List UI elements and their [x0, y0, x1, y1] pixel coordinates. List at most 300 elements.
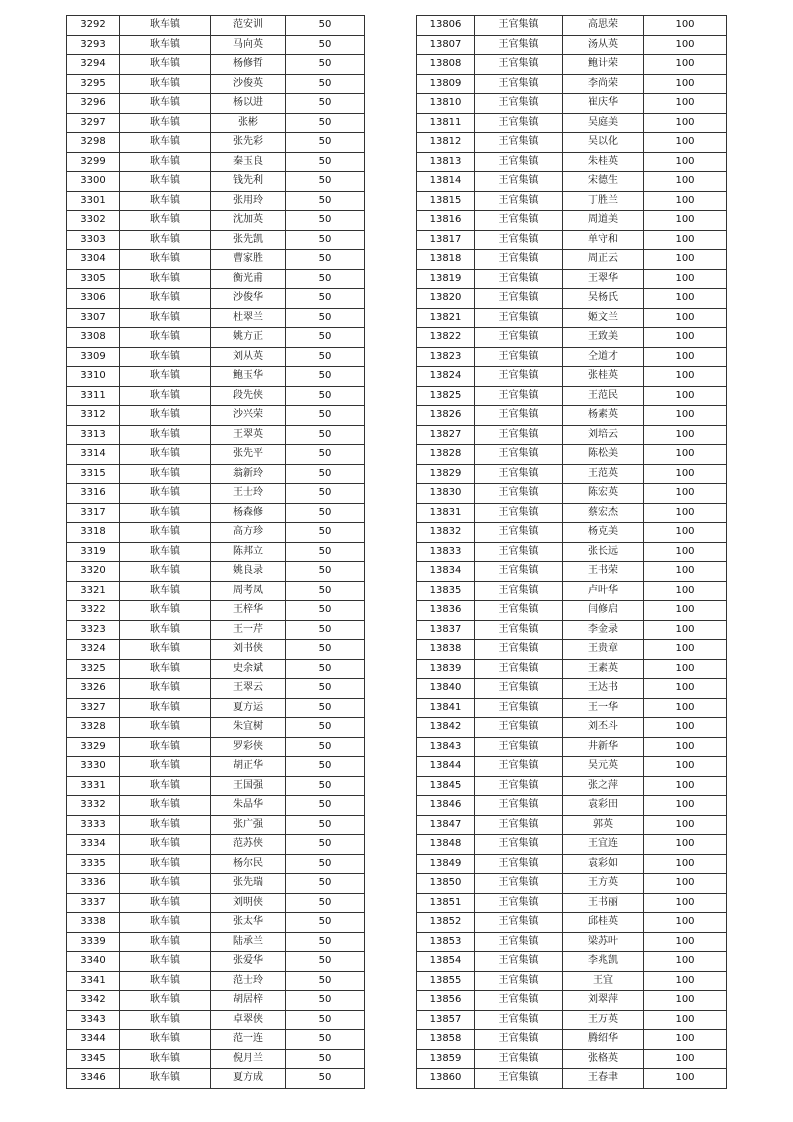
name-cell: 张之萍	[563, 776, 644, 796]
town-cell: 耿车镇	[120, 815, 211, 835]
amount-cell: 50	[286, 718, 365, 738]
name-cell: 周道美	[563, 211, 644, 231]
table-row	[67, 113, 365, 133]
amount-cell: 100	[644, 230, 727, 250]
town-cell: 王官集镇	[475, 425, 563, 445]
name-cell: 王春聿	[563, 1069, 644, 1089]
amount-cell: 50	[286, 523, 365, 543]
table-row	[67, 971, 365, 991]
amount-cell: 100	[644, 620, 727, 640]
town-cell: 耿车镇	[120, 991, 211, 1011]
name-cell: 朱桂英	[563, 152, 644, 172]
serial-number-cell: 13860	[417, 1069, 475, 1089]
town-cell: 王官集镇	[475, 1010, 563, 1030]
name-cell: 陆承兰	[211, 932, 286, 952]
amount-cell: 50	[286, 854, 365, 874]
serial-number-cell: 3342	[67, 991, 120, 1011]
amount-cell: 100	[644, 1049, 727, 1069]
amount-cell: 100	[644, 55, 727, 75]
serial-number-cell: 3317	[67, 503, 120, 523]
serial-number-cell: 13820	[417, 289, 475, 309]
table-row	[67, 757, 365, 777]
town-cell: 王官集镇	[475, 172, 563, 192]
amount-cell: 50	[286, 1030, 365, 1050]
amount-cell: 100	[644, 445, 727, 465]
town-cell: 王官集镇	[475, 874, 563, 894]
amount-cell: 100	[644, 971, 727, 991]
amount-cell: 50	[286, 113, 365, 133]
amount-cell: 50	[286, 269, 365, 289]
name-cell: 刘丕斗	[563, 718, 644, 738]
table-row	[417, 893, 727, 913]
amount-cell: 50	[286, 211, 365, 231]
town-cell: 王官集镇	[475, 484, 563, 504]
table-row	[417, 1049, 727, 1069]
town-cell: 耿车镇	[120, 601, 211, 621]
name-cell: 姚方正	[211, 328, 286, 348]
table-row	[417, 425, 727, 445]
name-cell: 李兆凯	[563, 952, 644, 972]
name-cell: 王翠华	[563, 269, 644, 289]
amount-cell: 100	[644, 796, 727, 816]
amount-cell: 50	[286, 679, 365, 699]
town-cell: 王官集镇	[475, 776, 563, 796]
town-cell: 耿车镇	[120, 347, 211, 367]
table-row	[417, 1069, 727, 1089]
serial-number-cell: 3309	[67, 347, 120, 367]
town-cell: 王官集镇	[475, 815, 563, 835]
name-cell: 杨森修	[211, 503, 286, 523]
serial-number-cell: 3320	[67, 562, 120, 582]
town-cell: 王官集镇	[475, 347, 563, 367]
name-cell: 王范民	[563, 386, 644, 406]
name-cell: 朱品华	[211, 796, 286, 816]
serial-number-cell: 3336	[67, 874, 120, 894]
serial-number-cell: 3302	[67, 211, 120, 231]
amount-cell: 100	[644, 581, 727, 601]
amount-cell: 100	[644, 874, 727, 894]
town-cell: 王官集镇	[475, 406, 563, 426]
name-cell: 刘翠萍	[563, 991, 644, 1011]
town-cell: 耿车镇	[120, 874, 211, 894]
amount-cell: 50	[286, 659, 365, 679]
table-row	[67, 523, 365, 543]
table-row	[67, 406, 365, 426]
serial-number-cell: 13845	[417, 776, 475, 796]
name-cell: 王致美	[563, 328, 644, 348]
name-cell: 邱桂英	[563, 913, 644, 933]
town-cell: 王官集镇	[475, 932, 563, 952]
serial-number-cell: 13828	[417, 445, 475, 465]
name-cell: 王士玲	[211, 484, 286, 504]
name-cell: 杨尔民	[211, 854, 286, 874]
town-cell: 耿车镇	[120, 698, 211, 718]
table-row	[67, 620, 365, 640]
table-row	[67, 932, 365, 952]
serial-number-cell: 13856	[417, 991, 475, 1011]
town-cell: 王官集镇	[475, 386, 563, 406]
serial-number-cell: 3305	[67, 269, 120, 289]
amount-cell: 50	[286, 737, 365, 757]
town-cell: 耿车镇	[120, 893, 211, 913]
town-cell: 耿车镇	[120, 620, 211, 640]
table-row	[417, 269, 727, 289]
table-row	[67, 1049, 365, 1069]
town-cell: 耿车镇	[120, 250, 211, 270]
name-cell: 张彬	[211, 113, 286, 133]
name-cell: 范安训	[211, 16, 286, 36]
serial-number-cell: 13816	[417, 211, 475, 231]
town-cell: 王官集镇	[475, 542, 563, 562]
amount-cell: 50	[286, 172, 365, 192]
town-cell: 耿车镇	[120, 386, 211, 406]
name-cell: 高思荣	[563, 16, 644, 36]
town-cell: 王官集镇	[475, 113, 563, 133]
serial-number-cell: 3313	[67, 425, 120, 445]
town-cell: 耿车镇	[120, 308, 211, 328]
table-row	[417, 932, 727, 952]
town-cell: 耿车镇	[120, 640, 211, 660]
town-cell: 王官集镇	[475, 796, 563, 816]
town-cell: 王官集镇	[475, 445, 563, 465]
name-cell: 刘明侠	[211, 893, 286, 913]
name-cell: 卢叶华	[563, 581, 644, 601]
table-row	[417, 757, 727, 777]
town-cell: 王官集镇	[475, 289, 563, 309]
town-cell: 耿车镇	[120, 94, 211, 114]
amount-cell: 50	[286, 35, 365, 55]
table-row	[417, 562, 727, 582]
amount-cell: 50	[286, 74, 365, 94]
name-cell: 杨修哲	[211, 55, 286, 75]
town-cell: 王官集镇	[475, 913, 563, 933]
name-cell: 胡居梓	[211, 991, 286, 1011]
serial-number-cell: 13810	[417, 94, 475, 114]
serial-number-cell: 13830	[417, 484, 475, 504]
town-cell: 耿车镇	[120, 35, 211, 55]
amount-cell: 100	[644, 757, 727, 777]
table-row	[67, 835, 365, 855]
serial-number-cell: 13850	[417, 874, 475, 894]
name-cell: 倪月兰	[211, 1049, 286, 1069]
amount-cell: 100	[644, 640, 727, 660]
table-row	[67, 679, 365, 699]
name-cell: 刘培云	[563, 425, 644, 445]
table-row	[67, 1010, 365, 1030]
table-row	[417, 386, 727, 406]
table-row	[67, 776, 365, 796]
serial-number-cell: 13807	[417, 35, 475, 55]
town-cell: 王官集镇	[475, 16, 563, 36]
name-cell: 张先彩	[211, 133, 286, 153]
serial-number-cell: 3308	[67, 328, 120, 348]
amount-cell: 100	[644, 347, 727, 367]
name-cell: 钱先利	[211, 172, 286, 192]
table-row	[67, 35, 365, 55]
name-cell: 鲍玉华	[211, 367, 286, 387]
table-row	[67, 893, 365, 913]
serial-number-cell: 13832	[417, 523, 475, 543]
serial-number-cell: 13826	[417, 406, 475, 426]
serial-number-cell: 13825	[417, 386, 475, 406]
table-row	[67, 445, 365, 465]
amount-cell: 100	[644, 35, 727, 55]
amount-cell: 50	[286, 1049, 365, 1069]
name-cell: 翁新玲	[211, 464, 286, 484]
table-row	[417, 620, 727, 640]
town-cell: 王官集镇	[475, 640, 563, 660]
table-row	[417, 679, 727, 699]
amount-cell: 100	[644, 269, 727, 289]
table-row	[67, 152, 365, 172]
name-cell: 蔡宏杰	[563, 503, 644, 523]
name-cell: 王梓华	[211, 601, 286, 621]
serial-number-cell: 13822	[417, 328, 475, 348]
amount-cell: 50	[286, 835, 365, 855]
amount-cell: 100	[644, 16, 727, 36]
amount-cell: 100	[644, 289, 727, 309]
serial-number-cell: 3300	[67, 172, 120, 192]
town-cell: 耿车镇	[120, 328, 211, 348]
amount-cell: 100	[644, 211, 727, 231]
table-row	[417, 367, 727, 387]
table-row	[67, 601, 365, 621]
table-row	[417, 191, 727, 211]
name-cell: 张太华	[211, 913, 286, 933]
town-cell: 耿车镇	[120, 562, 211, 582]
amount-cell: 50	[286, 250, 365, 270]
name-cell: 张先凯	[211, 230, 286, 250]
serial-number-cell: 3335	[67, 854, 120, 874]
amount-cell: 50	[286, 503, 365, 523]
amount-cell: 50	[286, 230, 365, 250]
serial-number-cell: 3334	[67, 835, 120, 855]
amount-cell: 50	[286, 932, 365, 952]
amount-cell: 100	[644, 152, 727, 172]
town-cell: 耿车镇	[120, 269, 211, 289]
name-cell: 王万英	[563, 1010, 644, 1030]
table-row	[417, 464, 727, 484]
table-row	[417, 1010, 727, 1030]
serial-number-cell: 3310	[67, 367, 120, 387]
serial-number-cell: 13834	[417, 562, 475, 582]
town-cell: 耿车镇	[120, 679, 211, 699]
town-cell: 王官集镇	[475, 991, 563, 1011]
name-cell: 杜翠兰	[211, 308, 286, 328]
name-cell: 仝道才	[563, 347, 644, 367]
town-cell: 王官集镇	[475, 523, 563, 543]
town-cell: 王官集镇	[475, 620, 563, 640]
name-cell: 井新华	[563, 737, 644, 757]
amount-cell: 100	[644, 679, 727, 699]
table-row	[417, 737, 727, 757]
town-cell: 王官集镇	[475, 230, 563, 250]
table-row	[417, 406, 727, 426]
name-cell: 王翠英	[211, 425, 286, 445]
serial-number-cell: 13854	[417, 952, 475, 972]
serial-number-cell: 3340	[67, 952, 120, 972]
roster-table-right	[416, 15, 727, 1089]
name-cell: 袁彩如	[563, 854, 644, 874]
amount-cell: 100	[644, 406, 727, 426]
name-cell: 陈松美	[563, 445, 644, 465]
town-cell: 耿车镇	[120, 581, 211, 601]
town-cell: 王官集镇	[475, 250, 563, 270]
table-row	[417, 445, 727, 465]
table-row	[417, 796, 727, 816]
serial-number-cell: 3298	[67, 133, 120, 153]
serial-number-cell: 3325	[67, 659, 120, 679]
town-cell: 耿车镇	[120, 367, 211, 387]
town-cell: 王官集镇	[475, 152, 563, 172]
town-cell: 王官集镇	[475, 718, 563, 738]
serial-number-cell: 13837	[417, 620, 475, 640]
town-cell: 耿车镇	[120, 971, 211, 991]
town-cell: 王官集镇	[475, 562, 563, 582]
name-cell: 崔庆华	[563, 94, 644, 114]
table-row	[417, 991, 727, 1011]
amount-cell: 50	[286, 445, 365, 465]
name-cell: 吴杨氏	[563, 289, 644, 309]
name-cell: 范一连	[211, 1030, 286, 1050]
table-row	[417, 250, 727, 270]
name-cell: 单守和	[563, 230, 644, 250]
town-cell: 耿车镇	[120, 835, 211, 855]
serial-number-cell: 3306	[67, 289, 120, 309]
serial-number-cell: 3307	[67, 308, 120, 328]
table-row	[67, 952, 365, 972]
town-cell: 耿车镇	[120, 74, 211, 94]
amount-cell: 50	[286, 991, 365, 1011]
serial-number-cell: 13859	[417, 1049, 475, 1069]
serial-number-cell: 13818	[417, 250, 475, 270]
name-cell: 夏方运	[211, 698, 286, 718]
amount-cell: 100	[644, 893, 727, 913]
table-row	[67, 796, 365, 816]
table-row	[67, 698, 365, 718]
serial-number-cell: 3297	[67, 113, 120, 133]
table-row	[67, 659, 365, 679]
serial-number-cell: 3316	[67, 484, 120, 504]
town-cell: 王官集镇	[475, 659, 563, 679]
name-cell: 马向英	[211, 35, 286, 55]
amount-cell: 50	[286, 776, 365, 796]
town-cell: 王官集镇	[475, 35, 563, 55]
table-row	[67, 328, 365, 348]
town-cell: 耿车镇	[120, 913, 211, 933]
serial-number-cell: 13847	[417, 815, 475, 835]
serial-number-cell: 3339	[67, 932, 120, 952]
town-cell: 王官集镇	[475, 94, 563, 114]
town-cell: 王官集镇	[475, 601, 563, 621]
amount-cell: 50	[286, 16, 365, 36]
town-cell: 耿车镇	[120, 230, 211, 250]
amount-cell: 100	[644, 250, 727, 270]
table-row	[67, 94, 365, 114]
name-cell: 汤从英	[563, 35, 644, 55]
serial-number-cell: 3337	[67, 893, 120, 913]
table-row	[67, 347, 365, 367]
name-cell: 刘从英	[211, 347, 286, 367]
town-cell: 耿车镇	[120, 796, 211, 816]
amount-cell: 100	[644, 94, 727, 114]
serial-number-cell: 13811	[417, 113, 475, 133]
town-cell: 王官集镇	[475, 835, 563, 855]
serial-number-cell: 13827	[417, 425, 475, 445]
amount-cell: 100	[644, 737, 727, 757]
serial-number-cell: 3319	[67, 542, 120, 562]
table-row	[417, 172, 727, 192]
serial-number-cell: 13823	[417, 347, 475, 367]
serial-number-cell: 3294	[67, 55, 120, 75]
town-cell: 王官集镇	[475, 757, 563, 777]
amount-cell: 50	[286, 386, 365, 406]
amount-cell: 100	[644, 932, 727, 952]
serial-number-cell: 13821	[417, 308, 475, 328]
town-cell: 王官集镇	[475, 737, 563, 757]
table-row	[417, 601, 727, 621]
amount-cell: 50	[286, 698, 365, 718]
town-cell: 耿车镇	[120, 1030, 211, 1050]
amount-cell: 50	[286, 289, 365, 309]
name-cell: 衡光甫	[211, 269, 286, 289]
town-cell: 耿车镇	[120, 484, 211, 504]
serial-number-cell: 3333	[67, 815, 120, 835]
table-row	[67, 484, 365, 504]
serial-number-cell: 13833	[417, 542, 475, 562]
amount-cell: 50	[286, 464, 365, 484]
amount-cell: 100	[644, 308, 727, 328]
serial-number-cell: 13840	[417, 679, 475, 699]
amount-cell: 100	[644, 1069, 727, 1089]
town-cell: 耿车镇	[120, 523, 211, 543]
serial-number-cell: 3296	[67, 94, 120, 114]
town-cell: 王官集镇	[475, 328, 563, 348]
table-row	[417, 776, 727, 796]
table-row	[67, 55, 365, 75]
table-row	[67, 289, 365, 309]
name-cell: 姬文兰	[563, 308, 644, 328]
table-row	[417, 581, 727, 601]
serial-number-cell: 13806	[417, 16, 475, 36]
amount-cell: 100	[644, 503, 727, 523]
serial-number-cell: 13851	[417, 893, 475, 913]
name-cell: 王一华	[563, 698, 644, 718]
name-cell: 胡正华	[211, 757, 286, 777]
serial-number-cell: 13844	[417, 757, 475, 777]
name-cell: 曹家胜	[211, 250, 286, 270]
town-cell: 王官集镇	[475, 581, 563, 601]
name-cell: 周正云	[563, 250, 644, 270]
amount-cell: 50	[286, 601, 365, 621]
amount-cell: 100	[644, 815, 727, 835]
table-row	[67, 211, 365, 231]
serial-number-cell: 13813	[417, 152, 475, 172]
amount-cell: 100	[644, 113, 727, 133]
table-row	[67, 386, 365, 406]
table-row	[417, 815, 727, 835]
name-cell: 陈宏英	[563, 484, 644, 504]
table-row	[67, 562, 365, 582]
table-row	[67, 464, 365, 484]
table-row	[67, 854, 365, 874]
serial-number-cell: 13846	[417, 796, 475, 816]
name-cell: 王翠云	[211, 679, 286, 699]
name-cell: 王素英	[563, 659, 644, 679]
name-cell: 腾绍华	[563, 1030, 644, 1050]
roster-table-left-body	[67, 16, 365, 1089]
amount-cell: 50	[286, 94, 365, 114]
